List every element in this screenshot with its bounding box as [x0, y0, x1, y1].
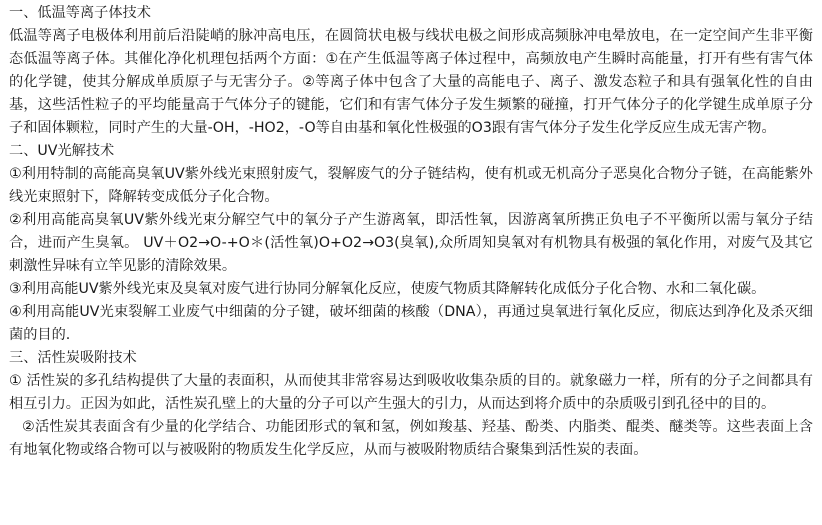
paragraph-carbon-item-2: ②活性炭其表面含有少量的化学结合、功能团形式的氧和氢，例如羧基、羟基、酚类、内脂类、醌类、醚类等。这些表面上含有地氧化物或络合物可以与被吸附的物质发生化学反应，从而与被吸附物质结合聚集到活性炭的表面。: [9, 419, 813, 458]
section-heading-plasma: 一、低温等离子体技术: [9, 5, 151, 21]
section-heading-activated-carbon: 三、活性炭吸附技术: [9, 350, 137, 366]
section-heading-uv: 二、UV光解技术: [9, 143, 115, 159]
paragraph-uv-item-3: ③利用高能UV紫外线光束及臭氧对废气进行协同分解氧化反应，使废气物质其降解转化成低分子化合物、水和二氧化碳。: [9, 281, 766, 297]
paragraph-uv-item-2: ②利用高能高臭氧UV紫外线光束分解空气中的氧分子产生游离氧，即活性氧，因游离氧所携正负电子不平衡所以需与氧分子结合，进而产生臭氧。 UV＋O2→O-+O＊(活性氧)O+O2→O3(臭氧),众所周知臭氧对有机物具有极强的氧化作用，对废气及其它刺激性异味有立竿见影的清除效果。: [9, 212, 813, 274]
paragraph-plasma-mechanism: 低温等离子电极体利用前后沿陡峭的脉冲高电压，在圆筒状电极与线状电极之间形成高频脉冲电晕放电，在一定空间产生非平衡态低温等离子体。其催化净化机理包括两个方面：①在产生低温等离子体过程中，高频放电产生瞬时高能量，打开有些有害气体的化学键，使其分解成单质原子与无害分子。②等离子体中包含了大量的高能电子、离子、激发态粒子和具有强氧化性的自由基，这些活性粒子的平均能量高于气体分子的键能，它们和有害气体分子发生频繁的碰撞，打开气体分子的化学键生成单原子分子和固体颗粒，同时产生的大量-OH，-HO2，-O等自由基和氧化性极强的O3跟有害气体分子发生化学反应生成无害产物。: [9, 28, 813, 136]
paragraph-carbon-item-1: ① 活性炭的多孔结构提供了大量的表面积，从而使其非常容易达到吸收收集杂质的目的。就象磁力一样，所有的分子之间都具有相互引力。正因为如此，活性炭孔壁上的大量的分子可以产生强大的引力，从而达到将介质中的杂质吸引到孔径中的目的。: [9, 373, 813, 412]
paragraph-uv-item-1: ①利用特制的高能高臭氧UV紫外线光束照射废气，裂解废气的分子链结构，使有机或无机高分子恶臭化合物分子链，在高能紫外线光束照射下，降解转变成低分子化合物。: [9, 166, 813, 205]
paragraph-uv-item-4: ④利用高能UV光束裂解工业废气中细菌的分子键，破坏细菌的核酸（DNA），再通过臭氧进行氧化反应，彻底达到净化及杀灭细菌的目的.: [9, 304, 813, 343]
